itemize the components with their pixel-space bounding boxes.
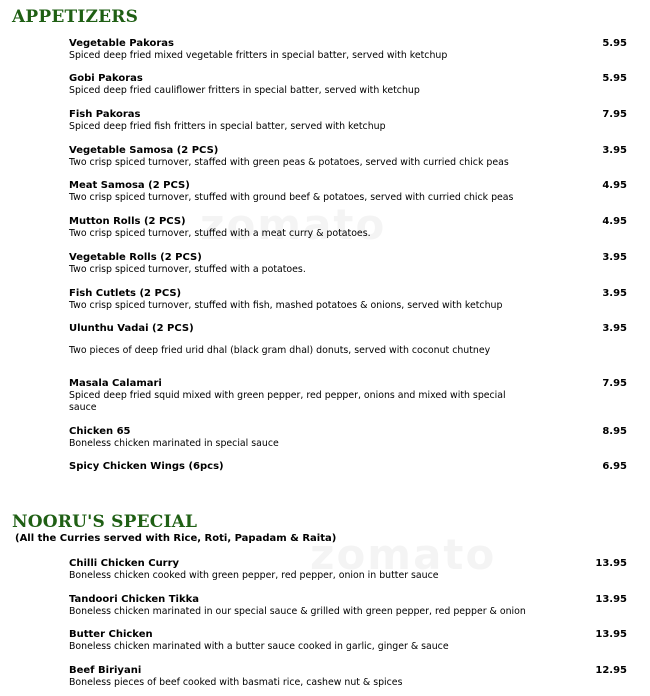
item-description: Boneless pieces of beef cooked with basmati rice, cashew nut & spices <box>69 677 403 688</box>
item-name: Meat Samosa (2 PCS) <box>69 180 190 191</box>
menu-item <box>69 145 629 169</box>
menu-item <box>69 461 629 473</box>
item-description: Two crisp spiced turnover, stuffed with ground beef & potatoes, served with curried chick peas <box>69 192 514 203</box>
item-price: 3.95 <box>602 145 627 156</box>
item-description: Two pieces of deep fried urid dhal (black gram dhal) donuts, served with coconut chutney <box>69 345 491 356</box>
item-price: 5.95 <box>602 38 627 49</box>
menu-item <box>69 665 629 689</box>
menu-item <box>69 323 629 335</box>
menu-item <box>69 109 629 133</box>
item-price: 13.95 <box>595 594 627 605</box>
item-price: 5.95 <box>602 73 627 84</box>
menu-item-description-block <box>69 345 629 357</box>
item-name: Fish Cutlets (2 PCS) <box>69 288 182 299</box>
menu-item <box>69 216 629 240</box>
item-description: Boneless chicken marinated with a butter sauce cooked in garlic, ginger & sauce <box>69 641 449 652</box>
item-name: Chilli Chicken Curry <box>69 558 180 569</box>
item-price: 7.95 <box>602 378 627 389</box>
menu-item <box>69 180 629 204</box>
item-name: Ulunthu Vadai (2 PCS) <box>69 323 194 334</box>
item-description: Two crisp spiced turnover, stuffed with a meat curry & potatoes. <box>69 228 371 239</box>
item-name: Vegetable Rolls (2 PCS) <box>69 252 202 263</box>
menu-item <box>69 73 629 97</box>
item-price: 13.95 <box>595 629 627 640</box>
item-name: Beef Biriyani <box>69 665 142 676</box>
menu-item <box>69 38 629 62</box>
item-name: Chicken 65 <box>69 426 131 437</box>
item-price: 3.95 <box>602 288 627 299</box>
item-name: Masala Calamari <box>69 378 162 389</box>
menu-item <box>69 558 629 582</box>
item-price: 13.95 <box>595 558 627 569</box>
menu-item <box>69 288 629 312</box>
item-name: Vegetable Pakoras <box>69 38 174 49</box>
item-price: 3.95 <box>602 323 627 334</box>
item-price: 4.95 <box>602 180 627 191</box>
item-description: Two crisp spiced turnover, stuffed with a potatoes. <box>69 264 306 275</box>
menu-item <box>69 252 629 276</box>
item-description: Spiced deep fried fish fritters in special batter, served with ketchup <box>69 121 386 132</box>
menu-item <box>69 594 629 618</box>
item-price: 6.95 <box>602 461 627 472</box>
section-subtitle: (All the Curries served with Rice, Roti, Papadam & Raita) <box>15 533 337 544</box>
item-description: Spiced deep fried squid mixed with green pepper, red pepper, onions and mixed with special sauce <box>69 390 506 413</box>
menu-item <box>69 629 629 653</box>
section-title-appetizers: APPETIZERS <box>12 7 139 27</box>
item-name: Gobi Pakoras <box>69 73 143 84</box>
menu-item <box>69 426 629 450</box>
menu-item <box>69 378 629 414</box>
item-description: Boneless chicken marinated in our special sauce & grilled with green pepper, red pepper & onion <box>69 606 526 617</box>
item-name: Fish Pakoras <box>69 109 141 120</box>
item-price: 4.95 <box>602 216 627 227</box>
item-description: Spiced deep fried mixed vegetable fritters in special batter, served with ketchup <box>69 50 448 61</box>
item-name: Butter Chicken <box>69 629 153 640</box>
item-name: Vegetable Samosa (2 PCS) <box>69 145 219 156</box>
item-price: 12.95 <box>595 665 627 676</box>
item-description: Two crisp spiced turnover, staffed with green peas & potatoes, served with curried chick peas <box>69 157 509 168</box>
item-price: 3.95 <box>602 252 627 263</box>
section-title-special: NOORU'S SPECIAL <box>12 512 198 532</box>
item-price: 7.95 <box>602 109 627 120</box>
item-price: 8.95 <box>602 426 627 437</box>
item-name: Spicy Chicken Wings (6pcs) <box>69 461 224 472</box>
item-name: Mutton Rolls (2 PCS) <box>69 216 186 227</box>
item-description: Boneless chicken cooked with green pepper, red pepper, onion in butter sauce <box>69 570 439 581</box>
item-description: Boneless chicken marinated in special sauce <box>69 438 279 449</box>
item-description: Two crisp spiced turnover, stuffed with fish, mashed potatoes & onions, served with ketchup <box>69 300 503 311</box>
item-name: Tandoori Chicken Tikka <box>69 594 200 605</box>
item-description: Spiced deep fried cauliflower fritters in special batter, served with ketchup <box>69 85 420 96</box>
